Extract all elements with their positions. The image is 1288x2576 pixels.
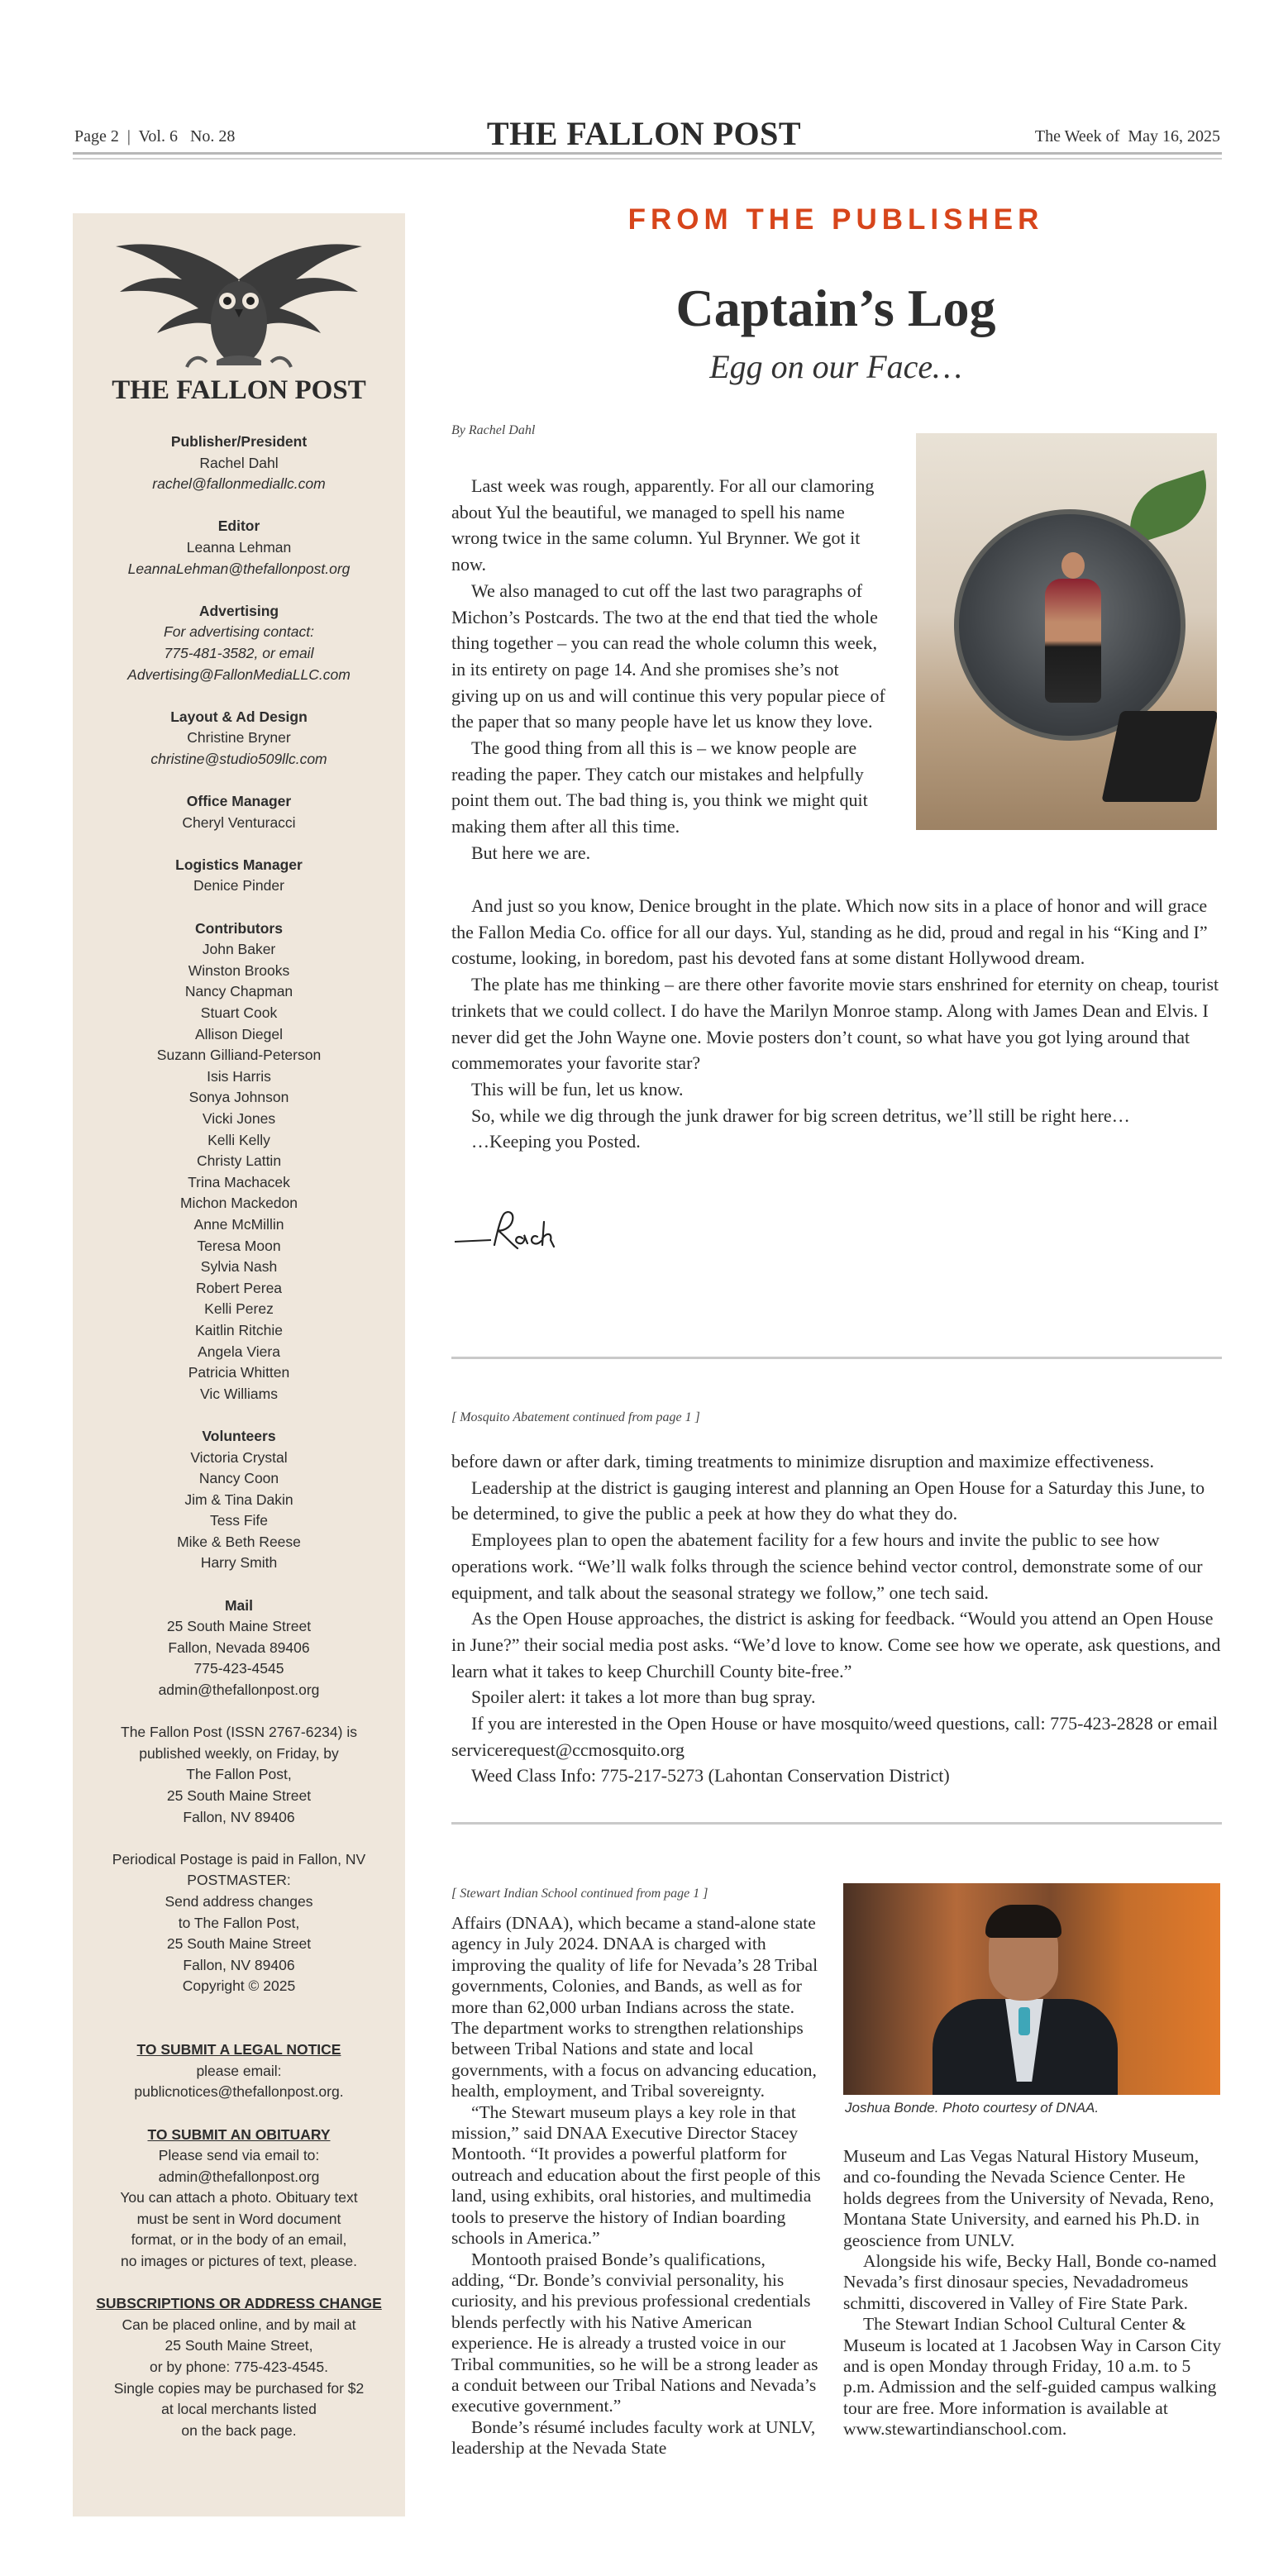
contributor-name: Kaitlin Ritchie (194, 1321, 284, 1338)
contributor-name: Kelli Perez (204, 1300, 274, 1318)
contributor-name: Michon Mackedon (179, 1195, 298, 1212)
issn-notice (73, 1722, 405, 1828)
photo-caption: Joshua Bonde. Photo courtesy of DNAA. (845, 2100, 1100, 2116)
mosquito-paragraph: As the Open House approaches, the district is asking for feedback. “Would you attend an Open House in June?” their social media post asks. “We’d love to know. Come see how we operate, ask questions, and learn what it takes to keep Churchill County bite-free.” (451, 1608, 1221, 1682)
subscription-line: 25 South Maine Street, (165, 2337, 313, 2354)
volunteer-list (73, 1448, 405, 1575)
mosquito-paragraph: Leadership at the district is gauging interest and planning an Open House for a Saturday this June, to be determined, to give the public a peek at how they do what they do. (451, 1476, 1205, 1524)
issn-line: 25 South Maine Street (166, 1787, 312, 1804)
volunteer-name: Harry Smith (200, 1554, 278, 1572)
volunteer-name: Tess Fife (209, 1512, 269, 1529)
staff-name: Christine Bryner (187, 729, 291, 747)
postage-line: Send address changes (165, 1892, 313, 1910)
publisher-body-top (451, 473, 886, 866)
contributor-name: Suzann Gilliand-Peterson (156, 1047, 322, 1064)
stewart-paragraph: Bonde’s résumé includes faculty work at UNLV, leadership at the Nevada State (451, 2416, 816, 2459)
publisher-paragraph: But here we are. (471, 842, 591, 863)
subscription-line: Single copies may be purchased for $2 (113, 2379, 365, 2397)
mail-line: 25 South Maine Street (166, 1618, 312, 1635)
mosquito-paragraph: Employees plan to open the abatement facility for a few hours and invite the public to see how operations work. “We’ll walk folks through the science behind vector control, demonstrate some of our equipment, and talk about the seasonal strategy we follow,” one tech said. (451, 1529, 1203, 1603)
contributor-name: Allison Diegel (194, 1025, 284, 1042)
volunteer-name: Victoria Crystal (190, 1448, 288, 1466)
staff-name: Rachel Dahl (199, 454, 279, 471)
obituary-heading: TO SUBMIT AN OBITUARY (147, 2125, 331, 2143)
contributor-name: Isis Harris (207, 1067, 271, 1085)
masthead-title: THE FALLON POST (486, 115, 802, 152)
mail-address (73, 1616, 405, 1701)
contributor-name: Winston Brooks (188, 961, 290, 979)
commemorative-plate (954, 509, 1185, 741)
obituary-line: format, or in the body of an email, (131, 2231, 347, 2249)
postage-line: POSTMASTER: (187, 1872, 291, 1889)
contributor-name: Sonya Johnson (188, 1089, 289, 1106)
issn-line: The Fallon Post, (186, 1766, 292, 1783)
contributor-name: Kelli Kelly (208, 1131, 270, 1148)
mosquito-paragraph: Weed Class Info: 775-217-5273 (Lahontan Conservation District) (471, 1765, 950, 1787)
volunteers-heading: Volunteers (202, 1427, 276, 1444)
stewart-paragraph: Museum and Las Vegas Natural History Museum, and co-founding the Nevada Science Center. He holds degrees from the University of Nevada, Reno, Montana State University, and earned his Ph.D. in geoscience from UNLV. (843, 2146, 1214, 2250)
legal-notice-text (73, 2061, 405, 2103)
staff-role: Layout & Ad Design (170, 708, 308, 725)
postage-line: 25 South Maine Street (166, 1935, 312, 1953)
contributor-name: Stuart Cook (200, 1004, 278, 1022)
obituary-line: must be sent in Word document (136, 2210, 341, 2227)
mail-line: Fallon, Nevada 89406 (168, 1639, 310, 1656)
volunteer-name: Nancy Coon (198, 1470, 279, 1487)
postage-notice (73, 1849, 405, 1997)
contributor-name: Teresa Moon (197, 1237, 281, 1254)
legal-notice-heading: TO SUBMIT A LEGAL NOTICE (136, 2041, 341, 2058)
postage-line: to The Fallon Post, (178, 1914, 300, 1931)
contributor-list (73, 939, 405, 1405)
page-info: Page 2 | Vol. 6 No. 28 (74, 127, 236, 145)
staff-email[interactable]: LeannaLehman@thefallonpost.org (127, 560, 351, 577)
mosquito-paragraph: Spoiler alert: it takes a lot more than bug spray. (471, 1686, 816, 1708)
contributor-name: Sylvia Nash (200, 1258, 278, 1276)
mosquito-paragraph: before dawn or after dark, timing treatments to minimize disruption and maximize effectiveness. (451, 1451, 1154, 1472)
stewart-paragraph: “The Stewart museum plays a key role in that mission,” said DNAA Executive Director Stacey Montooth. “It provides a powerful platform for outreach and education about the first people of this land, using exhibits, oral histories, and multimedia tools to preserve the history of Indian boarding schools in America.” (451, 2101, 821, 2249)
staff-email[interactable]: christine@studio509llc.com (150, 750, 327, 767)
staff-role: Logistics Manager (175, 856, 303, 873)
obituary-line: Please send via email to: (158, 2147, 320, 2164)
subscriptions-text (73, 2315, 405, 2442)
staff-email[interactable]: rachel@fallonmediallc.com (152, 475, 326, 493)
subscription-line: at local merchants listed (161, 2401, 317, 2418)
issn-line: published weekly, on Friday, by (139, 1744, 339, 1762)
staff-role: Publisher/President (170, 433, 308, 450)
header-rule (73, 152, 1222, 155)
publisher-paragraph: The good thing from all this is – we know people are reading the paper. They catch our mistakes and helpfully point them out. The bad thing is, you think we might quit making them after all this time. (451, 737, 868, 837)
stewart-paragraph: Montooth praised Bonde’s qualifications, adding, “Dr. Bonde’s convivial personality, his curiosity, and his previous professional credentials blends perfectly with his Native American experience. He is already a trusted voice in our Tribal communities, so he will be a strong leader as a conduit between our Tribal Nations and Nevada’s executive government.” (451, 2249, 818, 2416)
mosquito-article-body (451, 1448, 1222, 1789)
header-rule-secondary (73, 158, 1222, 160)
portrait-hair (985, 1905, 1061, 1938)
stewart-paragraph: Affairs (DNAA), which became a stand-alone state agency in July 2024. DNAA is charged with improving the quality of life for Nevada’s 28 Tribal governments, Colonies, and Bands, as well as for more than 62,000 urban Indians across the state. The department works to strengthen relationships between Tribal Nations and state and local governments, with a focus on advancing education, health, employment, and Tribal sovereignty. (451, 1913, 818, 2101)
subscription-line: or by phone: 775-423-4545. (150, 2359, 328, 2376)
continued-line: [ Mosquito Abatement continued from page 1 ] (451, 1410, 700, 1424)
masthead-sidebar (73, 213, 405, 2516)
issn-line: Fallon, NV 89406 (183, 1808, 295, 1825)
stewart-article-right (843, 2146, 1222, 2440)
owl-icon (107, 230, 370, 370)
staff-directory (73, 432, 405, 2441)
advertising-line: 775-481-3582, or email (164, 644, 314, 661)
issue-date: The Week of May 16, 2025 (1034, 127, 1220, 145)
stewart-paragraph: Alongside his wife, Becky Hall, Bonde co-named Nevada’s first dinosaur species, Nevadadromeus schmitti, discovered in Valley of Fire State Park. (843, 2251, 1217, 2313)
contributor-name: Nancy Chapman (184, 983, 293, 1000)
stewart-article-left (451, 1913, 822, 2459)
postage-line: Periodical Postage is paid in Fallon, NV (112, 1850, 366, 1868)
subscriptions-heading: SUBSCRIPTIONS OR ADDRESS CHANGE (96, 2295, 382, 2312)
obituary-line: You can attach a photo. Obituary text (120, 2189, 358, 2206)
contributor-name: John Baker (202, 941, 276, 958)
joshua-bonde-portrait (843, 1883, 1220, 2095)
publisher-paragraph: The plate has me thinking – are there other favorite movie stars enshrined for eternity on cheap, tourist trinkets that we could collect. I do have the Marilyn Monroe stamp. Along with James Dean and Elvis. I never did get the John Wayne one. Movie posters don’t count, so what have you got lying around that commemorates your favorite star? (451, 974, 1219, 1074)
staff-role: Office Manager (186, 793, 292, 810)
contributor-name: Robert Perea (195, 1279, 283, 1296)
publisher-paragraph: And just so you know, Denice brought in the plate. Which now sits in a place of honor and will grace the Fallon Media Co. office for all our days. Yul, standing as he did, proud and regal in his “King and I” costume, looking, in boredom, past his devoted fans at some distant Hollywood dream. (451, 895, 1208, 969)
contributor-name: Christy Lattin (196, 1152, 282, 1170)
publisher-paragraph: So, while we dig through the junk drawer for big screen detritus, we’ll still be right here… (471, 1104, 1130, 1126)
staff-name: Leanna Lehman (186, 538, 292, 556)
mail-heading: Mail (224, 1596, 254, 1614)
mosquito-paragraph: If you are interested in the Open House or have mosquito/weed questions, call: 775-423-2828 or email servicerequest@ccmosquito.org (451, 1713, 1218, 1760)
publisher-paragraph: Last week was rough, apparently. For all our clamoring about Yul the beautiful, we managed to spell his name wrong twice in the same column. Yul Brynner. We got it now. (451, 475, 875, 575)
legal-notice-line: publicnotices@thefallonpost.org. (134, 2083, 344, 2101)
continued-line: [ Stewart Indian School continued from page 1 ] (451, 1887, 708, 1901)
sidebar-masthead-name: THE FALLON POST (112, 375, 366, 405)
obituary-line: no images or pictures of text, please. (121, 2253, 357, 2270)
obituary-text (73, 2145, 405, 2273)
subscription-line: Can be placed online, and by mail at (122, 2316, 356, 2333)
issn-line: The Fallon Post (ISSN 2767-6234) is (121, 1724, 357, 1741)
contributor-name: Vicki Jones (202, 1110, 276, 1127)
legal-notice-line: please email: (196, 2062, 282, 2079)
contributor-name: Anne McMillin (193, 1215, 284, 1233)
postage-line: Fallon, NV 89406 (183, 1956, 295, 1973)
advertising-line: For advertising contact: (164, 623, 314, 641)
volunteer-name: Mike & Beth Reese (177, 1533, 301, 1550)
contributors-heading: Contributors (195, 919, 283, 937)
staff-name: Denice Pinder (193, 877, 284, 894)
section-kicker: FROM THE PUBLISHER (627, 203, 1044, 236)
postage-line: Copyright © 2025 (182, 1977, 296, 1995)
article-byline: By Rachel Dahl (451, 423, 536, 437)
publisher-paragraph: …Keeping you Posted. (471, 1131, 641, 1152)
article-headline: Captain’s Log (675, 279, 996, 337)
subscription-line: on the back page. (181, 2421, 297, 2439)
stewart-paragraph: The Stewart Indian School Cultural Center & Museum is located at 1 Jacobsen Way in Carson City and is open Monday through Friday, 10 a.m. to 5 p.m. Admission and the self-guided campus walking tour are free. More information is available at www.stewartindianschool.com. (843, 2314, 1222, 2440)
obituary-line: admin@thefallonpost.org (158, 2168, 320, 2185)
article-subhead: Egg on our Face… (709, 348, 962, 385)
advertising-email[interactable]: Advertising@FallonMediaLLC.com (127, 665, 351, 683)
contributor-name: Vic Williams (200, 1385, 278, 1402)
contributor-name: Angela Viera (198, 1343, 280, 1360)
contributor-name: Patricia Whitten (188, 1364, 290, 1381)
publisher-body-bottom (451, 893, 1222, 1155)
plate-figure-head (1061, 552, 1085, 579)
contributor-name: Trina Machacek (188, 1173, 290, 1190)
mail-line: admin@thefallonpost.org (158, 1682, 320, 1699)
plate-figure (1045, 579, 1101, 703)
advertising-heading: Advertising (198, 602, 279, 619)
section-divider (451, 1822, 1222, 1825)
mail-line: 775-423-4545 (193, 1660, 284, 1677)
staff-role: Editor (217, 518, 260, 535)
publisher-paragraph: We also managed to cut off the last two paragraphs of Michon’s Postcards. The two at the end that tied the whole thing together – you can read the whole column this week, in its entirety on page 14. And she promises she’s not giving up on us and will continue this very popular piece of the paper that so many people have let us know they love. (451, 580, 885, 732)
section-divider (451, 1357, 1222, 1359)
plate-stand (1101, 711, 1217, 802)
volunteer-name: Jim & Tina Dakin (184, 1491, 293, 1508)
publisher-paragraph: This will be fun, let us know. (471, 1078, 684, 1100)
staff-name: Cheryl Venturacci (182, 813, 296, 831)
yul-brynner-plate-photo (916, 433, 1217, 830)
signature-rach (453, 1205, 585, 1255)
portrait-bolo-tie (1018, 2007, 1030, 2035)
